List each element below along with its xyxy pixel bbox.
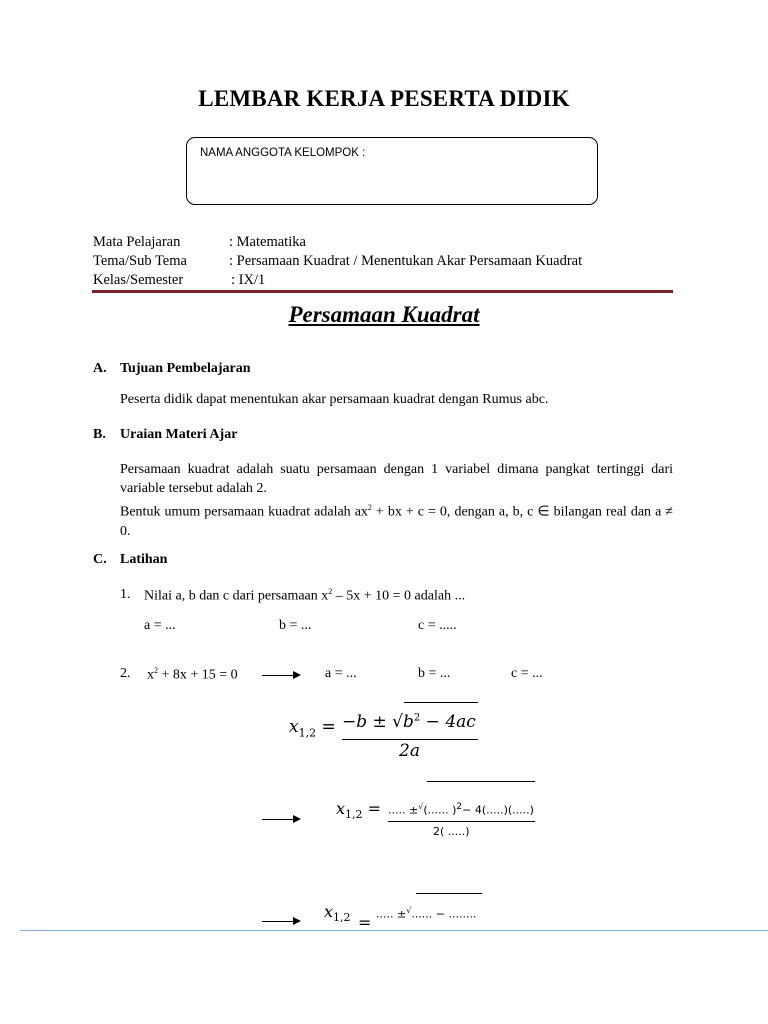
q1-answer-a: a = ...	[144, 618, 176, 633]
step1-exponent: 2	[456, 802, 463, 812]
arrow-line	[262, 921, 294, 922]
info-row-subject	[93, 233, 180, 252]
root-icon: √	[418, 802, 424, 811]
q2-answer-a: a = ...	[325, 666, 357, 681]
q1-text-start: Nilai a, b dan c dari persamaan x	[144, 588, 329, 604]
info-label: Mata Pelajaran	[93, 234, 181, 250]
section-c-heading: Latihan	[120, 552, 168, 567]
arrow-head-icon	[293, 671, 301, 679]
formula-x: x	[289, 717, 299, 737]
formula-subscript: 1,2	[298, 726, 317, 740]
exponent: 2	[328, 587, 333, 596]
info-row-theme	[93, 252, 187, 271]
q1-answer-c: c = .....	[418, 618, 457, 633]
q2-eq-end: + 8x + 15 = 0	[158, 667, 238, 683]
header-divider	[92, 290, 673, 293]
arrow-line	[262, 675, 294, 676]
info-row-class	[93, 271, 183, 290]
arrow-line	[262, 819, 294, 820]
info-value: : Persamaan Kuadrat / Menentukan Akar Persamaan Kuadrat	[229, 253, 583, 269]
definition-paragraph: Persamaan kuadrat adalah suatu persamaan dengan 1 variabel dimana pangkat tertinggi dari variable tersebut adalah 2.	[120, 462, 673, 496]
q2-answer-c: c = ...	[511, 666, 543, 681]
step1-equals: =	[362, 799, 382, 818]
radical-vinculum	[404, 702, 478, 703]
numerator-exponent: 2	[413, 712, 421, 724]
formula-numerator	[342, 712, 476, 732]
step1-subscript: 1,2	[345, 808, 363, 822]
question-2-number: 2.	[120, 666, 131, 681]
formula-lhs	[289, 717, 336, 739]
q2-answer-b: b = ...	[418, 666, 451, 681]
worksheet-title: LEMBAR KERJA PESERTA DIDIK	[198, 86, 570, 111]
step1-num-part: ..... ±	[388, 803, 419, 817]
group-members-box	[186, 137, 598, 205]
info-value: : IX/1	[231, 272, 266, 288]
q1-text-end: – 5x + 10 = 0 adalah ...	[332, 588, 466, 604]
step1-lhs	[336, 799, 381, 821]
general-form-text: Bentuk umum persamaan kuadrat adalah ax	[120, 504, 368, 520]
section-b-body	[120, 460, 673, 541]
q1-answer-b: b = ...	[279, 618, 312, 633]
info-value: : Matematika	[229, 234, 306, 250]
section-b-heading: Uraian Materi Ajar	[120, 427, 238, 442]
step2-subscript: 1,2	[333, 911, 351, 925]
step2-equals: =	[358, 913, 372, 932]
radical-vinculum	[416, 893, 482, 894]
section-b-letter: B.	[93, 427, 106, 442]
arrow-head-icon	[293, 815, 301, 823]
root-icon: √	[406, 906, 412, 915]
question-1-number: 1.	[120, 587, 131, 602]
step1-numerator	[388, 802, 534, 817]
page-footer-line	[20, 930, 768, 931]
step1-num-part: − 4(.....)(.....)	[462, 803, 534, 817]
fraction-bar	[388, 821, 535, 822]
numerator-text-end: − 4ac	[420, 712, 476, 732]
fraction-bar	[342, 739, 478, 740]
topic-title: Persamaan Kuadrat	[288, 302, 480, 327]
exponent: 2	[367, 503, 372, 512]
numerator-text: −b ± √b	[342, 712, 414, 732]
step2-numerator	[376, 906, 476, 921]
formula-denominator: 2a	[399, 741, 420, 761]
radical-vinculum	[427, 781, 535, 782]
formula-equals: =	[316, 717, 336, 737]
step1-num-part: (...... )	[423, 803, 457, 817]
general-form-paragraph	[120, 498, 673, 541]
step2-num-part: ...... − ........	[411, 907, 477, 921]
step2-lhs	[324, 902, 351, 924]
section-a-letter: A.	[93, 361, 107, 376]
exponent: 2	[154, 666, 158, 675]
question-1-text	[144, 587, 465, 605]
step2-num-part: ..... ±	[376, 907, 407, 921]
arrow-head-icon	[293, 917, 301, 925]
step2-x: x	[324, 902, 334, 921]
info-label: Kelas/Semester	[93, 272, 184, 288]
section-c-letter: C.	[93, 552, 107, 567]
step1-denominator: 2( .....)	[433, 825, 470, 838]
q2-eq-start: x	[147, 667, 154, 683]
group-members-label: NAMA ANGGOTA KELOMPOK :	[200, 147, 366, 159]
general-form-text-end: + bx + c = 0, dengan a, b, c ∈ bilangan real dan a ≠ 0.	[120, 504, 673, 539]
question-2-equation	[147, 666, 238, 684]
step1-x: x	[336, 799, 346, 818]
section-a-body: Peserta didik dapat menentukan akar persamaan kuadrat dengan Rumus abc.	[120, 392, 549, 407]
section-a-heading: Tujuan Pembelajaran	[120, 361, 251, 376]
info-label: Tema/Sub Tema	[93, 253, 187, 269]
